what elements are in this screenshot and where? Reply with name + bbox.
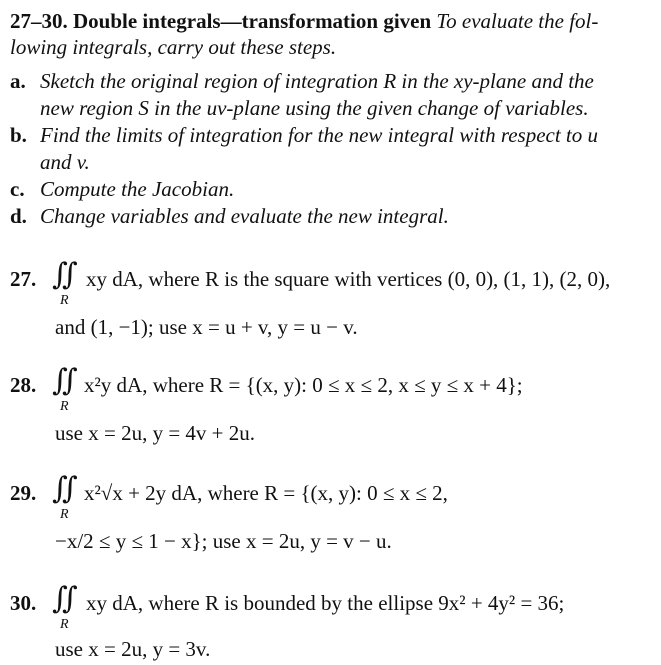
double-integral-sign: ∬ — [52, 472, 78, 505]
step-a-line2: new region S in the uv-plane using the given change of variables. — [40, 96, 589, 120]
region-subscript: R — [60, 293, 69, 308]
problem-29-line1: x²√x + 2y dA, where R = {(x, y): 0 ≤ x ≤ 2, — [84, 481, 448, 505]
problem-27-line2: and (1, −1); use x = u + v, y = u − v. — [55, 315, 358, 339]
step-b-label: b. — [10, 123, 27, 147]
exercise-range: 27–30. — [10, 9, 68, 33]
region-subscript: R — [60, 399, 69, 414]
step-c-label: c. — [10, 177, 25, 201]
problem-29-number: 29. — [10, 481, 37, 505]
problem-30-number: 30. — [10, 591, 37, 615]
problem-28-number: 28. — [10, 373, 37, 397]
double-integral-sign: ∬ — [52, 258, 78, 291]
step-d-label: d. — [10, 204, 27, 228]
double-integral-sign: ∬ — [52, 582, 78, 615]
problem-30-line1: xy dA, where R is bounded by the ellipse 9x² + 4y² = 36; — [86, 591, 565, 615]
step-a-label: a. — [10, 69, 26, 93]
problem-30-line2: use x = 2u, y = 3v. — [55, 637, 211, 661]
step-a — [10, 68, 594, 94]
step-d — [10, 203, 449, 229]
step-d-line1: Change variables and evaluate the new integral. — [40, 204, 449, 228]
problem-28-line2: use x = 2u, y = 4v + 2u. — [55, 421, 256, 445]
step-c — [10, 176, 234, 202]
problem-28-line1: x²y dA, where R = {(x, y): 0 ≤ x ≤ 2, x ≤ y ≤ x + 4}; — [84, 373, 523, 397]
double-integral-sign: ∬ — [52, 364, 78, 397]
region-subscript: R — [60, 507, 69, 522]
section-header — [10, 8, 598, 34]
section-intro-2: lowing integrals, carry out these steps. — [10, 35, 337, 59]
step-b-line2: and v. — [40, 150, 90, 174]
section-intro-1: To evaluate the fol- — [436, 9, 599, 33]
region-subscript: R — [60, 617, 69, 632]
step-c-line1: Compute the Jacobian. — [40, 177, 235, 201]
problem-29-line2: −x/2 ≤ y ≤ 1 − x}; use x = 2u, y = v − u. — [55, 529, 392, 553]
problem-27-line1: xy dA, where R is the square with vertices (0, 0), (1, 1), (2, 0), — [86, 267, 611, 291]
step-a-line1: Sketch the original region of integration R in the xy-plane and the — [40, 69, 594, 93]
step-b-line1: Find the limits of integration for the new integral with respect to u — [40, 123, 599, 147]
problem-27-number: 27. — [10, 267, 37, 291]
section-title: Double integrals—transformation given — [73, 9, 432, 33]
step-b — [10, 122, 598, 148]
